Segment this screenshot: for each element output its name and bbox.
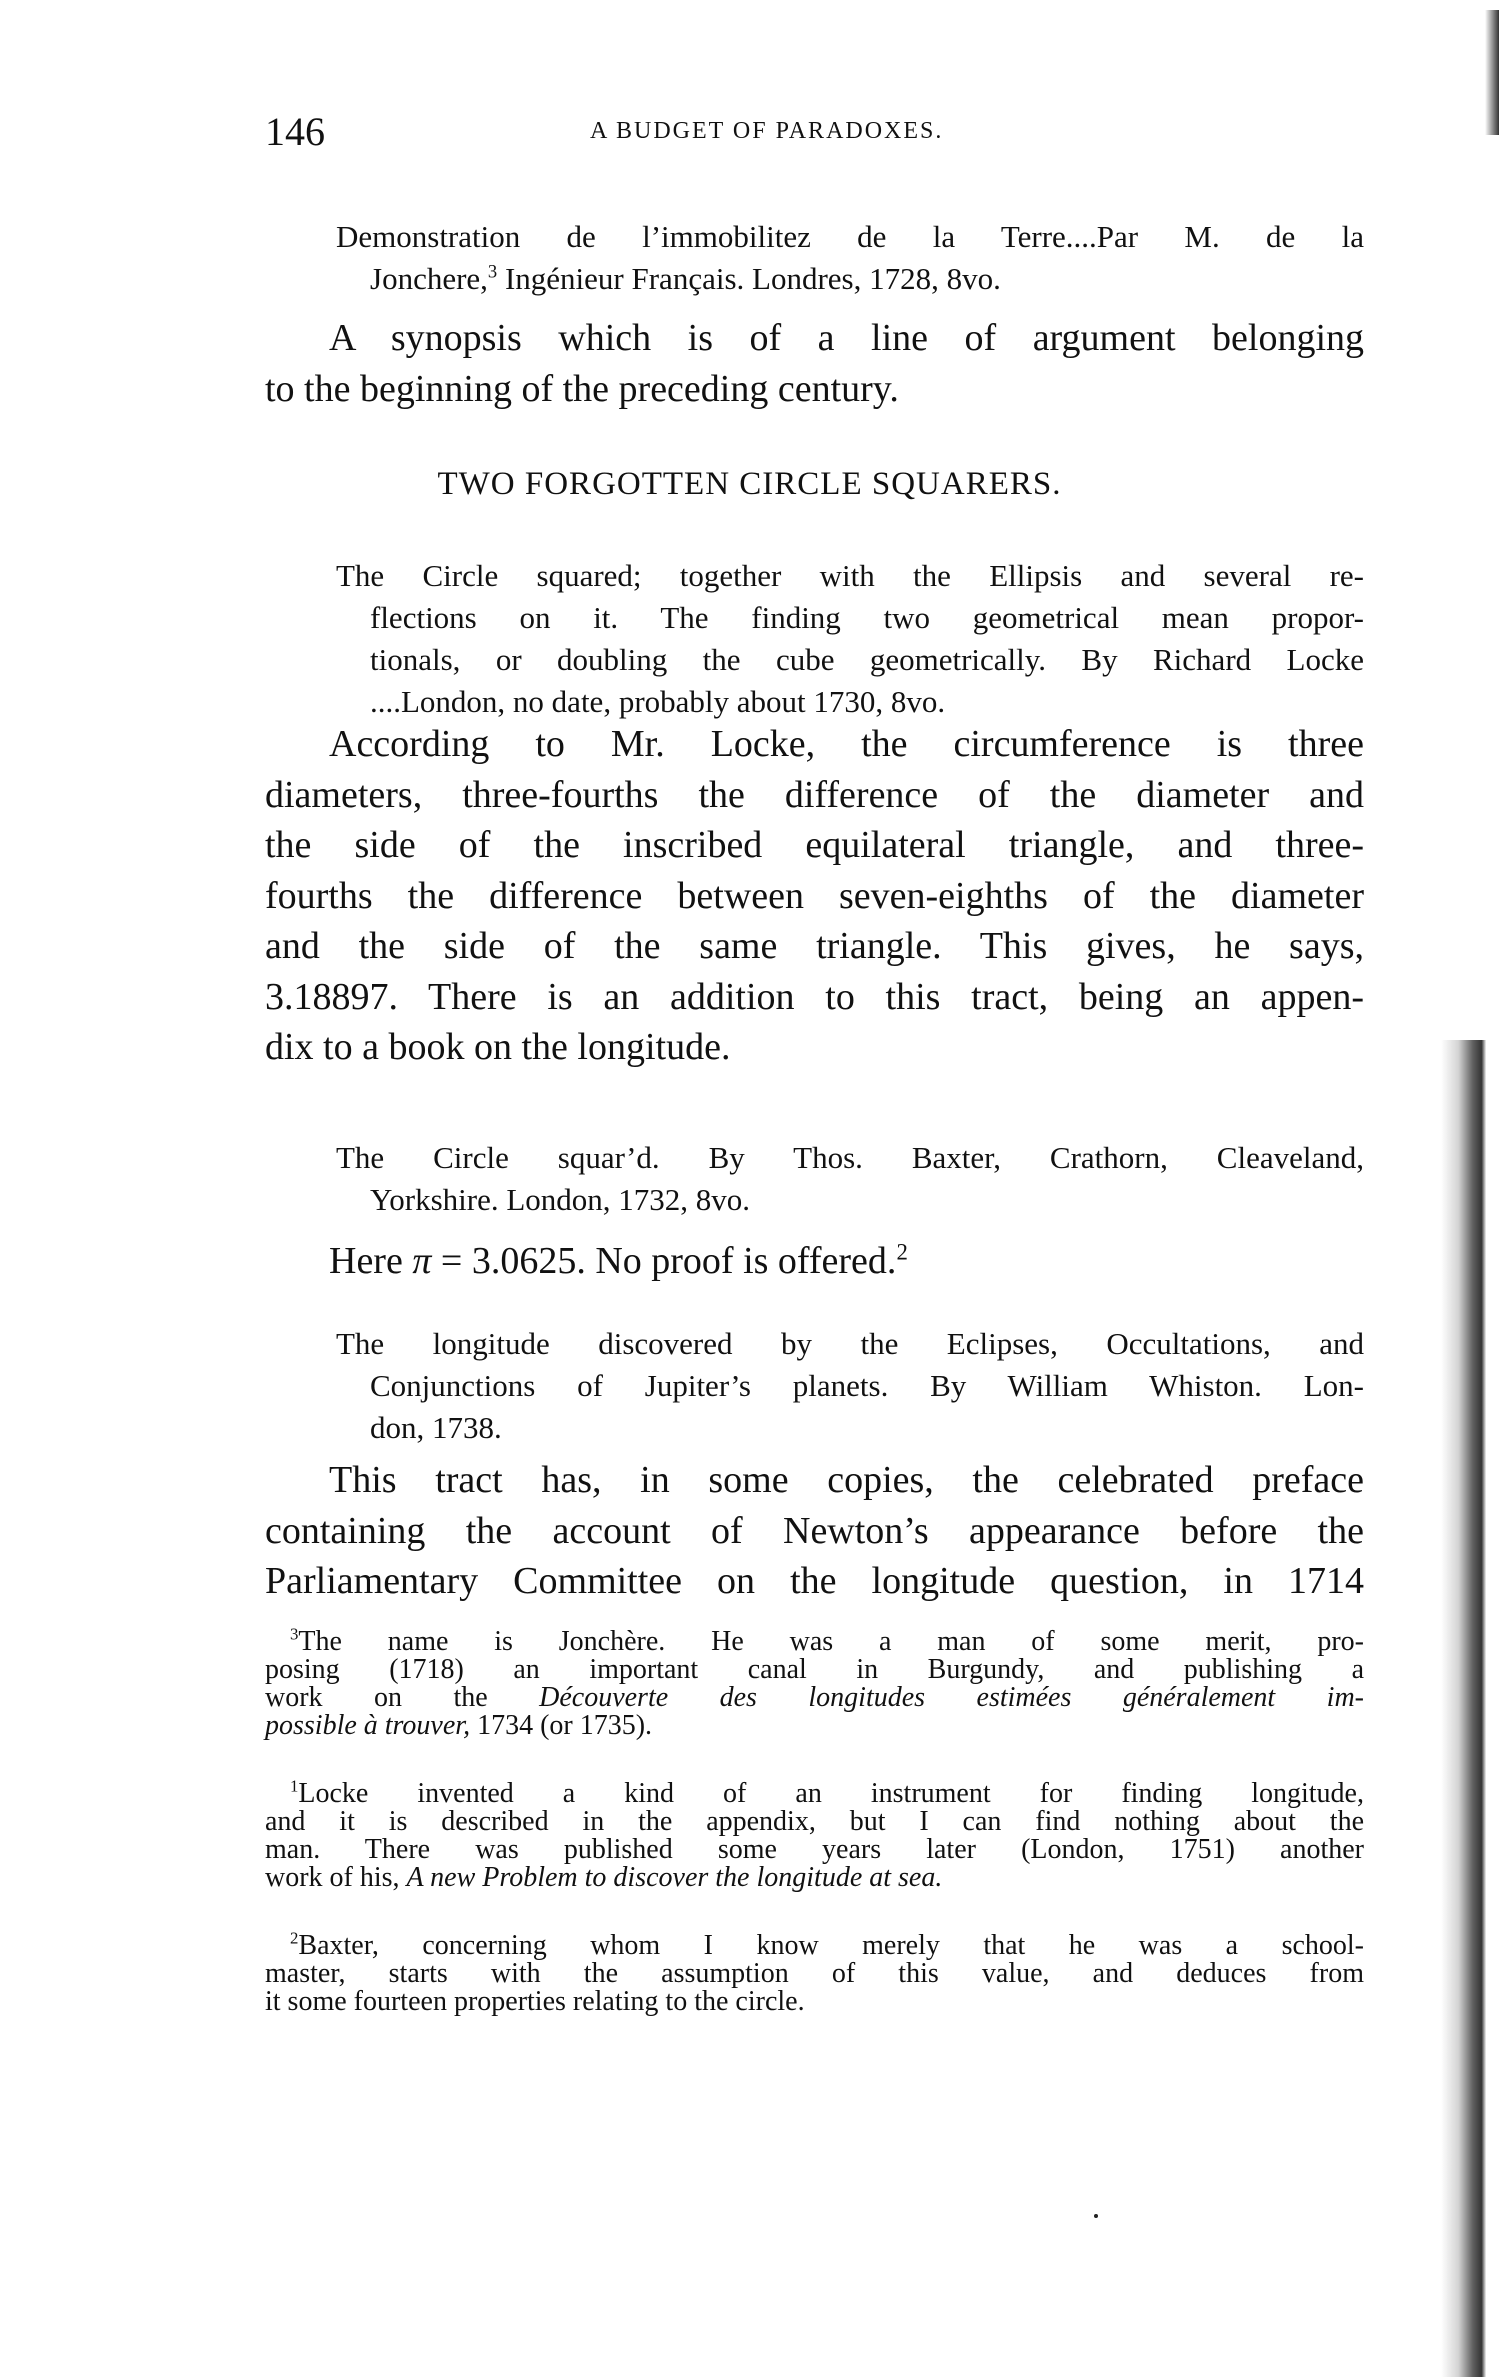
bibliography-entry [336,1323,1364,1449]
text-run: work on the [265,1682,540,1713]
footnote [265,1624,1364,1741]
scan-edge-shadow [1441,1040,1499,2377]
footnote-mark[interactable]: 2 [896,1239,908,1265]
text-line: Demonstration de l’immobilitez de la Terre....Par M. de la [336,219,1364,254]
text-line: The longitude discovered by the Eclipses, Occultations, and [336,1326,1364,1361]
text-line: master, starts with the assumption of this value, and deduces from [265,1958,1364,1989]
text-line: This tract has, in some copies, the celebrated preface [329,1459,1364,1501]
text-run: possible à trouver, [265,1710,471,1741]
text-line: it some fourteen properties relating to the circle. [265,1986,805,2017]
text-line [265,1684,1364,1712]
text-run: ....London, no date, probably about 1730, 8vo. [370,684,946,719]
text-line: flections on it. The finding two geometrical mean propor- [370,600,1364,635]
text-line: tionals, or doubling the cube geometrically. By Richard Locke [370,642,1364,677]
text-line: Conjunctions of Jupiter’s planets. By William Whiston. Lon- [370,1368,1364,1403]
text-run: A new Problem to discover the longitude at sea. [406,1862,943,1893]
scan-edge-shadow-top [1485,10,1499,135]
text-line: containing the account of Newton’s appearance before the [265,1509,1364,1552]
footnote-mark[interactable]: 1 [290,1776,299,1796]
text-line [265,1236,1364,1287]
text-line: The Circle squar’d. By Thos. Baxter, Crathorn, Cleaveland, [336,1140,1364,1175]
text-run: Jonchere, [370,261,488,296]
text-line [336,681,1364,723]
text-run: Here [329,1240,413,1282]
page-number: 146 [265,109,325,154]
footnote [265,1928,1364,2017]
text-line: the side of the inscribed equilateral triangle, and three- [265,824,1364,866]
text-run: π [412,1240,432,1282]
text-line: 3.18897. There is an addition to this tract, being an appen- [265,975,1364,1018]
paragraph [265,313,1364,414]
text-line: to the beginning of the preceding century. [265,367,899,410]
footnote-mark[interactable]: 3 [487,261,498,283]
running-title: A BUDGET OF PARADOXES. [590,118,944,144]
text-line [265,1864,1364,1892]
text-run: Locke invented a kind of an instrument for finding longitude, [298,1778,1364,1809]
text-line [265,1776,1364,1809]
text-line: A synopsis which is of a line of argument belonging [329,317,1364,359]
text-line: dix to a book on the longitude. [265,1026,731,1068]
footnote-mark[interactable]: 3 [290,1624,299,1644]
footnote [265,1776,1364,1893]
text-line: and it is described in the appendix, but I can find nothing about the [265,1806,1364,1837]
paragraph [265,719,1364,1073]
text-line: The Circle squared; together with the Ellipsis and several re- [336,558,1364,593]
paragraph [265,1455,1364,1607]
footnote-mark[interactable]: 2 [290,1928,299,1948]
section-heading: TWO FORGOTTEN CIRCLE SQUARERS. [437,466,1062,502]
text-line: posing (1718) an important canal in Burgundy, and publishing a [265,1654,1364,1685]
text-run: work of his, [265,1862,407,1893]
text-run: Découverte des longitudes estimées généralement im- [539,1682,1364,1713]
text-line: According to Mr. Locke, the circumference is three [329,723,1364,765]
bibliography-entry [336,555,1364,723]
text-line: fourths the difference between seven-eighths of the diameter [265,874,1364,917]
text-run: The name is Jonchère. He was a man of some merit, pro- [298,1626,1364,1657]
text-run: 1734 (or 1735). [470,1710,653,1741]
text-line: diameters, three-fourths the difference of the diameter and [265,773,1364,816]
text-line [336,258,1364,300]
stray-dot [1094,2214,1098,2218]
text-line: Yorkshire. London, 1732, 8vo. [370,1182,751,1217]
text-run: Ingénieur Français. Londres, 1728, 8vo. [497,261,1001,296]
text-line: don, 1738. [370,1410,502,1445]
text-line [265,1624,1364,1657]
text-line: Parliamentary Committee on the longitude question, in 1714 [265,1560,1364,1602]
text-line [265,1712,1364,1740]
text-line [265,1928,1364,1961]
bibliography-entry [336,216,1364,300]
text-run: = 3.0625. No proof is offered. [431,1240,897,1282]
text-line: and the side of the same triangle. This gives, he says, [265,925,1364,967]
paragraph [265,1236,1364,1287]
text-run: Baxter, concerning whom I know merely that he was a school- [298,1930,1364,1961]
bibliography-entry [336,1137,1364,1221]
text-line: man. There was published some years later (London, 1751) another [265,1834,1364,1865]
